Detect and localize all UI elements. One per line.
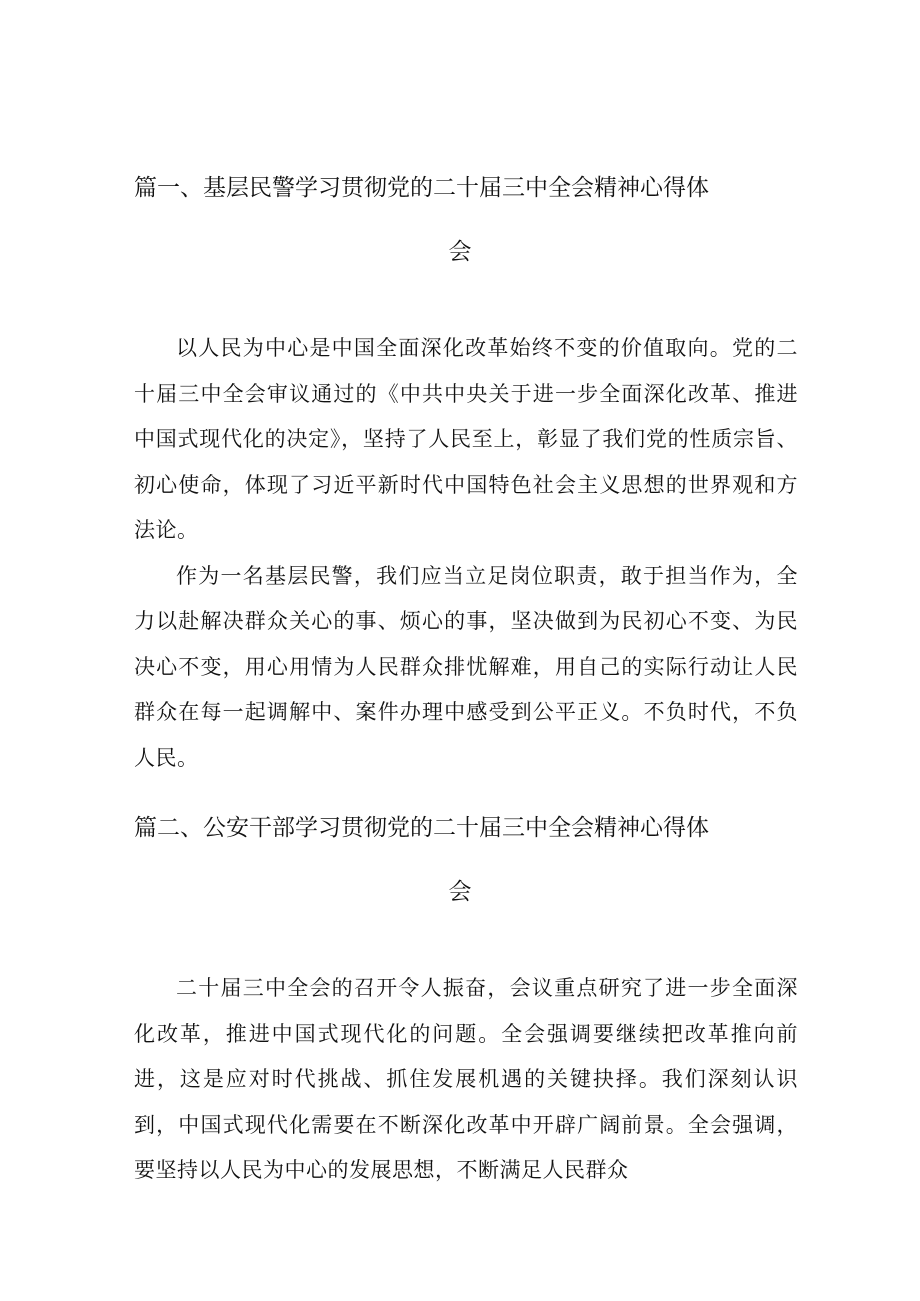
section-one-paragraph-1: 以人民为中心是中国全面深化改革始终不变的价值取向。党的二十届三中全会审议通过的《中共中央关于进一步全面深化改革、推进中国式现代化的决定》，坚持了人民至上，彰显了我们党的性质宗旨、初心使命，体现了习近平新时代中国特色社会主义思想的世界观和方法论。 [134, 336, 798, 542]
section-one-title-continued: 会 [448, 239, 472, 265]
section-one-paragraph-2: 作为一名基层民警，我们应当立足岗位职责，敢于担当作为，全力以赴解决群众关心的事、烦心的事，坚决做到为民初心不变、为民决心不变，用心用情为人民群众排忧解难，用自己的实际行动让人民群众在每一起调解中、案件办理中感受到公平正义。不负时代，不负人民。 [134, 563, 798, 770]
section-one-title: 篇一、基层民警学习贯彻党的二十届三中全会精神心得体 [134, 175, 709, 201]
section-two-paragraph-1: 二十届三中全会的召开令人振奋，会议重点研究了进一步全面深化改革，推进中国式现代化的问题。全会强调要继续把改革推向前进，这是应对时代挑战、抓住发展机遇的关键抉择。我们深刻认识到，中国式现代化需要在不断深化改革中开辟广阔前景。全会强调，要坚持以人民为中心的发展思想，不断满足人民群众 [134, 976, 798, 1182]
section-two-body [134, 966, 798, 1194]
section-one [134, 172, 798, 781]
section-two-title: 篇二、公安干部学习贯彻党的二十届三中全会精神心得体 [134, 815, 709, 841]
section-one-body [134, 326, 798, 781]
section-two [134, 812, 798, 1194]
section-two-title-continued: 会 [448, 879, 472, 905]
